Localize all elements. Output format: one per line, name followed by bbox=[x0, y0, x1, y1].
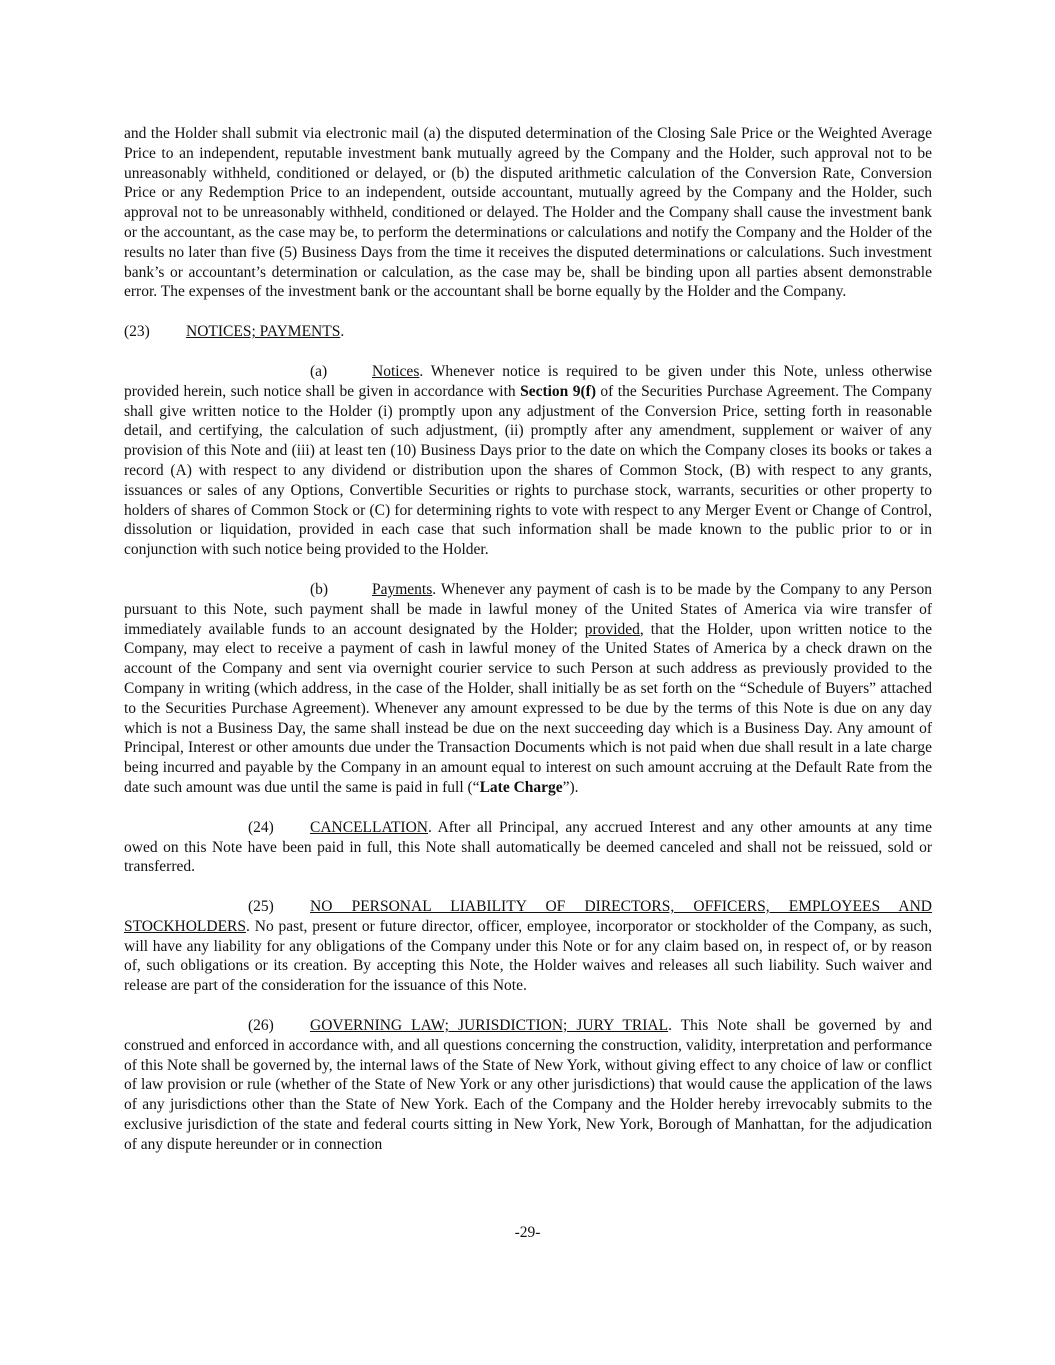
document-page bbox=[124, 124, 932, 1175]
section-23a-text-2: of the Securities Purchase Agreement. The Company shall give written notice to the Holder (i) promptly upon any adjustment of the Conversion Price, setting forth in reasonable detail, and certifying, the calculation of such adjustment, (ii) promptly after any amendment, supplement or waiver of any provision of this Note and (iii) at least ten (10) Business Days prior to the date on which the Company closes its books or takes a record (A) with respect to any dividend or distribution upon the shares of Common Stock, (B) with respect to any grants, issuances or sales of any Options, Convertible Securities or rights to purchase stock, warrants, securities or other property to holders of shares of Common Stock or (C) for determining rights to vote with respect to any Merger Event or Change of Control, dissolution or liquidation, provided in each case that such information shall be made known to the public prior to or in conjunction with such notice being provided to the Holder. bbox=[124, 382, 932, 559]
section-26-paragraph bbox=[124, 1016, 932, 1155]
section-24-title: CANCELLATION bbox=[310, 818, 428, 836]
section-26-number: (26) bbox=[248, 1017, 274, 1035]
section-23b-text-1: . Whenever any payment of cash is to be made by the Company to any Person pursuant to this Note, such payment shall be made in lawful money of the United States of America via wire transfer of immediately available funds to an account designated by the Holder; bbox=[124, 580, 932, 638]
page-number: -29- bbox=[514, 1224, 541, 1241]
section-24-paragraph bbox=[124, 818, 932, 877]
section-23b-text-2: , that the Holder, upon written notice to the Company, may elect to receive a payment of cash in lawful money of the United States of America by a check drawn on the account of the Company and sent via overnight courier service to such Person at such address as previously provided to the Company in writing (which address, in the case of the Holder, shall initially be as set forth on the “Schedule of Buyers” attached to the Securities Purchase Agreement). Whenever any amount expressed to be due by the terms of this Note is due on any day which is not a Business Day, the same shall instead be due on the next succeeding day which is a Business Day. Any amount of Principal, Interest or other amounts due under the Transaction Documents which is not paid when due shall result in a late charge being incurred and payable by the Company in an amount equal to interest on such amount accruing at the Default Rate from the date such amount was due until the same is paid in full (“ bbox=[124, 620, 933, 796]
section-23-number: (23) bbox=[124, 323, 150, 341]
intro-paragraph: and the Holder shall submit via electronic mail (a) the disputed determination of the Closing Sale Price or the Weighted Average Price to an independent, reputable investment bank mutually agreed by the Company and the Holder, such approval not to be unreasonably withheld, conditioned or delayed, or (b) the disputed arithmetic calculation of the Conversion Rate, Conversion Price or any Redemption Price to an independent, outside accountant, mutually agreed by the Company and the Holder, such approval not to be unreasonably withheld, conditioned or delayed. The Holder and the Company shall cause the investment bank or the accountant, as the case may be, to perform the determinations or calculations and notify the Company and the Holder of the results no later than five (5) Business Days from the time it receives the disputed determinations or calculations. Such investment bank’s or accountant’s determination or calculation, as the case may be, shall be binding upon all parties absent demonstrable error. The expenses of the investment bank or the accountant shall be borne equally by the Holder and the Company. bbox=[124, 125, 932, 301]
section-25-title: NO PERSONAL LIABILITY OF DIRECTORS, OFFICERS, EMPLOYEES AND STOCKHOLDERS bbox=[124, 898, 932, 935]
section-23b-provided: provided bbox=[584, 620, 640, 638]
section-25-number: (25) bbox=[248, 898, 274, 916]
section-24-number: (24) bbox=[248, 818, 274, 836]
section-23a-bold-ref: Section 9(f) bbox=[520, 382, 596, 400]
section-23b-text-3: ”). bbox=[562, 778, 579, 796]
section-23b-paragraph bbox=[124, 580, 932, 798]
section-24-text: . After all Principal, any accrued Interest and any other amounts at any time owed on this Note have been paid in full, this Note shall automatically be deemed canceled and shall not be reissued, sold or transferred. bbox=[124, 818, 932, 876]
section-23b-bold-term: Late Charge bbox=[479, 778, 563, 796]
section-26-text: . This Note shall be governed by and construed and enforced in accordance with, and all questions concerning the construction, validity, interpretation and performance of this Note shall be governed by, the internal laws of the State of New York, without giving effect to any choice of law or conflict of law provision or rule (whether of the State of New York or any other jurisdictions) that would cause the application of the laws of any jurisdictions other than the State of New York. Each of the Company and the Holder hereby irrevocably submits to the exclusive jurisdiction of the state and federal courts sitting in New York, New York, Borough of Manhattan, for the adjudication of any dispute hereunder or in connection bbox=[124, 1017, 932, 1153]
section-23b-number: (b) bbox=[310, 580, 329, 598]
section-23a-paragraph bbox=[124, 362, 932, 560]
section-25-paragraph bbox=[124, 897, 932, 996]
section-23a-text-1: . Whenever notice is required to be given under this Note, unless otherwise provided herein, such notice shall be given in accordance with bbox=[124, 362, 932, 400]
section-26-title: GOVERNING LAW; JURISDICTION; JURY TRIAL bbox=[310, 1017, 669, 1035]
section-23a-number: (a) bbox=[310, 362, 328, 380]
section-23a-title: Notices bbox=[372, 362, 420, 380]
section-23-heading: (23) NOTICES; PAYMENTS. bbox=[124, 323, 345, 341]
section-23b-title: Payments bbox=[372, 580, 433, 598]
section-25-text: . No past, present or future director, officer, employee, incorporator or stockholder of the Company, as such, will have any liability for any obligations of the Company under this Note or for any claim based on, in respect of, or by reason of, such obligations or its creation. By accepting this Note, the Holder waives and releases all such liability. Such waiver and release are part of the consideration for the issuance of this Note. bbox=[124, 917, 932, 995]
section-23-title: NOTICES; PAYMENTS bbox=[186, 323, 341, 341]
